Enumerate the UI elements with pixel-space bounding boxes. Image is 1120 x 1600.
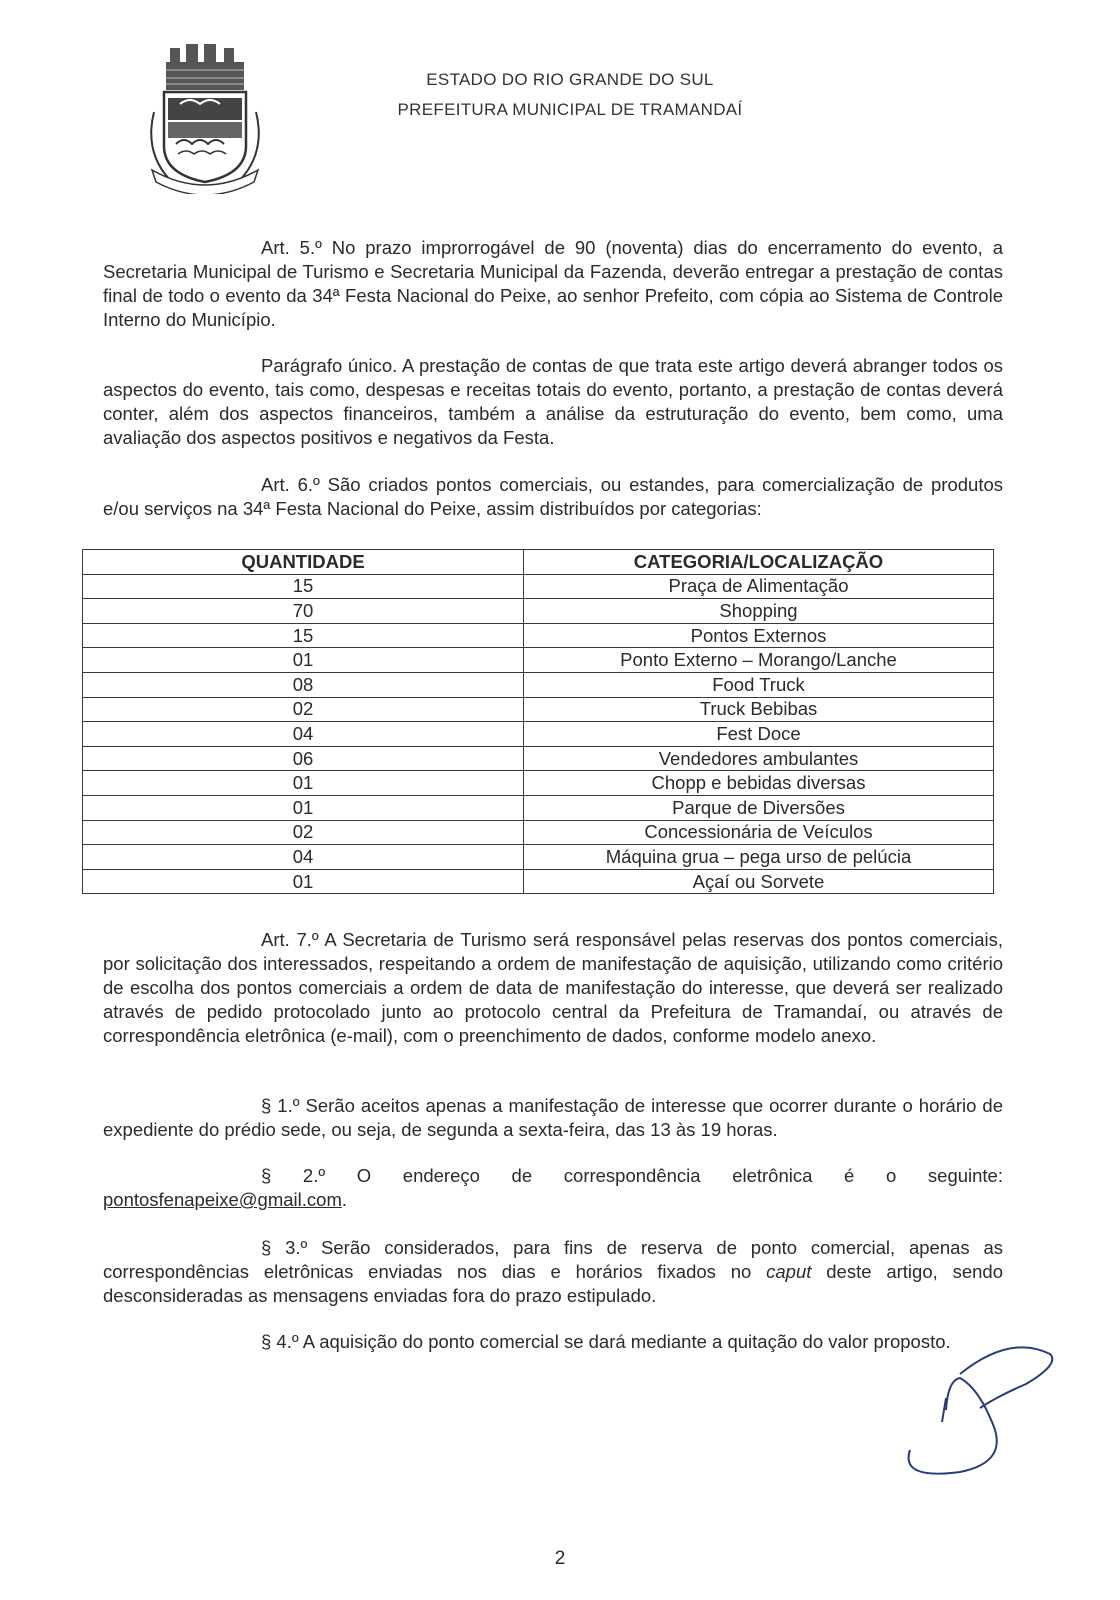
cell-quantidade: 01 bbox=[83, 795, 524, 820]
article-5-single-paragraph bbox=[103, 354, 1003, 450]
table-row bbox=[83, 648, 994, 673]
cell-quantidade: 02 bbox=[83, 820, 524, 845]
cell-quantidade: 04 bbox=[83, 845, 524, 870]
table-row bbox=[83, 795, 994, 820]
cell-categoria: Shopping bbox=[524, 599, 994, 624]
cell-quantidade: 08 bbox=[83, 672, 524, 697]
article-7-text: Art. 7.º A Secretaria de Turismo será responsável pelas reservas dos pontos comerciais, por solicitação dos interessados, respeitando a ordem de manifestação de aquisição, utilizando como critério de escolha dos pontos comerciais a ordem de data de manifestação do interesse, que deverá ser realizado através de pedido protocolado junto ao protocolo central da Prefeitura de Tramandaí, ou através de correspondência eletrônica (e-mail), com o preenchimento de dados, conforme modelo anexo. bbox=[103, 929, 1003, 1046]
paragraph-3 bbox=[103, 1236, 1003, 1308]
article-5 bbox=[103, 236, 1003, 332]
table-row bbox=[83, 771, 994, 796]
paragraph-2 bbox=[103, 1164, 1003, 1188]
cell-categoria: Açaí ou Sorvete bbox=[524, 869, 994, 894]
email-link[interactable]: pontosfenapeixe@gmail.com bbox=[103, 1189, 342, 1210]
cell-categoria: Concessionária de Veículos bbox=[524, 820, 994, 845]
cell-quantidade: 01 bbox=[83, 648, 524, 673]
cell-categoria: Pontos Externos bbox=[524, 623, 994, 648]
handwritten-signature-icon bbox=[900, 1340, 1060, 1480]
cell-categoria: Praça de Alimentação bbox=[524, 574, 994, 599]
stands-table bbox=[82, 549, 994, 894]
table-row bbox=[83, 722, 994, 747]
header-quantidade: QUANTIDADE bbox=[83, 550, 524, 575]
table-row bbox=[83, 869, 994, 894]
cell-quantidade: 02 bbox=[83, 697, 524, 722]
cell-categoria: Truck Bebibas bbox=[524, 697, 994, 722]
page-number: 2 bbox=[554, 1548, 566, 1569]
cell-categoria: Parque de Diversões bbox=[524, 795, 994, 820]
article-5-single-paragraph-text: Parágrafo único. A prestação de contas de que trata este artigo deverá abranger todos os aspectos do evento, tais como, despesas e receitas totais do evento, portanto, a prestação de contas deverá conter, além dos aspectos financeiros, também a análise da estruturação do evento, bem como, uma avaliação dos aspectos positivos e negativos da Festa. bbox=[103, 355, 1003, 448]
header-state: ESTADO DO RIO GRANDE DO SUL bbox=[426, 70, 714, 89]
header-prefeitura: PREFEITURA MUNICIPAL DE TRAMANDAÍ bbox=[397, 100, 743, 119]
document-header bbox=[330, 70, 810, 130]
cell-quantidade: 04 bbox=[83, 722, 524, 747]
paragraph-4-text: § 4.º A aquisição do ponto comercial se dará mediante a quitação do valor proposto. bbox=[261, 1331, 951, 1352]
cell-quantidade: 15 bbox=[83, 623, 524, 648]
article-5-text: Art. 5.º No prazo improrrogável de 90 (noventa) dias do encerramento do evento, a Secretaria Municipal de Turismo e Secretaria Municipal da Fazenda, deverão entregar a prestação de contas final de todo o evento da 34ª Festa Nacional do Peixe, ao senhor Prefeito, com cópia ao Sistema de Controle Interno do Município. bbox=[103, 237, 1003, 330]
table-row bbox=[83, 820, 994, 845]
cell-categoria: Fest Doce bbox=[524, 722, 994, 747]
table-row bbox=[83, 672, 994, 697]
cell-categoria: Ponto Externo – Morango/Lanche bbox=[524, 648, 994, 673]
article-6-text: Art. 6.º São criados pontos comerciais, ou estandes, para comercialização de produtos e/ou serviços na 34ª Festa Nacional do Peixe, assim distribuídos por categorias: bbox=[103, 474, 1003, 519]
paragraph-2-email-line bbox=[103, 1188, 1003, 1212]
cell-quantidade: 15 bbox=[83, 574, 524, 599]
table-row bbox=[83, 697, 994, 722]
cell-quantidade: 06 bbox=[83, 746, 524, 771]
paragraph-3-text-before: § 3.º Serão considerados, para fins de reserva de ponto comercial, apenas as correspondências eletrônicas enviadas nos dias e horários fixados no bbox=[103, 1237, 1003, 1282]
cell-quantidade: 01 bbox=[83, 869, 524, 894]
table-row bbox=[83, 746, 994, 771]
header-categoria: CATEGORIA/LOCALIZAÇÃO bbox=[524, 550, 994, 575]
paragraph-3-text-after: deste artigo, sendo desconsideradas as mensagens enviadas fora do prazo estipulado. bbox=[103, 1261, 1003, 1306]
table-row bbox=[83, 574, 994, 599]
cell-quantidade: 01 bbox=[83, 771, 524, 796]
cell-quantidade: 70 bbox=[83, 599, 524, 624]
paragraph-1-text: § 1.º Serão aceitos apenas a manifestação de interesse que ocorrer durante o horário de expediente do prédio sede, ou seja, de segunda a sexta-feira, das 13 às 19 horas. bbox=[103, 1095, 1003, 1140]
cell-categoria: Chopp e bebidas diversas bbox=[524, 771, 994, 796]
table-header-row bbox=[83, 550, 994, 575]
paragraph-3-caput: caput bbox=[766, 1261, 812, 1282]
paragraph-2-text: § 2.º O endereço de correspondência eletrônica é o seguinte: bbox=[261, 1165, 1003, 1186]
cell-categoria: Máquina grua – pega urso de pelúcia bbox=[524, 845, 994, 870]
paragraph-1 bbox=[103, 1094, 1003, 1142]
table-row bbox=[83, 599, 994, 624]
article-6 bbox=[103, 473, 1003, 521]
article-7 bbox=[103, 928, 1003, 1048]
paragraph-4 bbox=[103, 1330, 1003, 1354]
cell-categoria: Vendedores ambulantes bbox=[524, 746, 994, 771]
table-row bbox=[83, 845, 994, 870]
cell-categoria: Food Truck bbox=[524, 672, 994, 697]
table-row bbox=[83, 623, 994, 648]
email-period: . bbox=[341, 1189, 347, 1210]
stands-table-body bbox=[83, 574, 994, 894]
municipal-coat-of-arms-icon bbox=[140, 42, 270, 194]
